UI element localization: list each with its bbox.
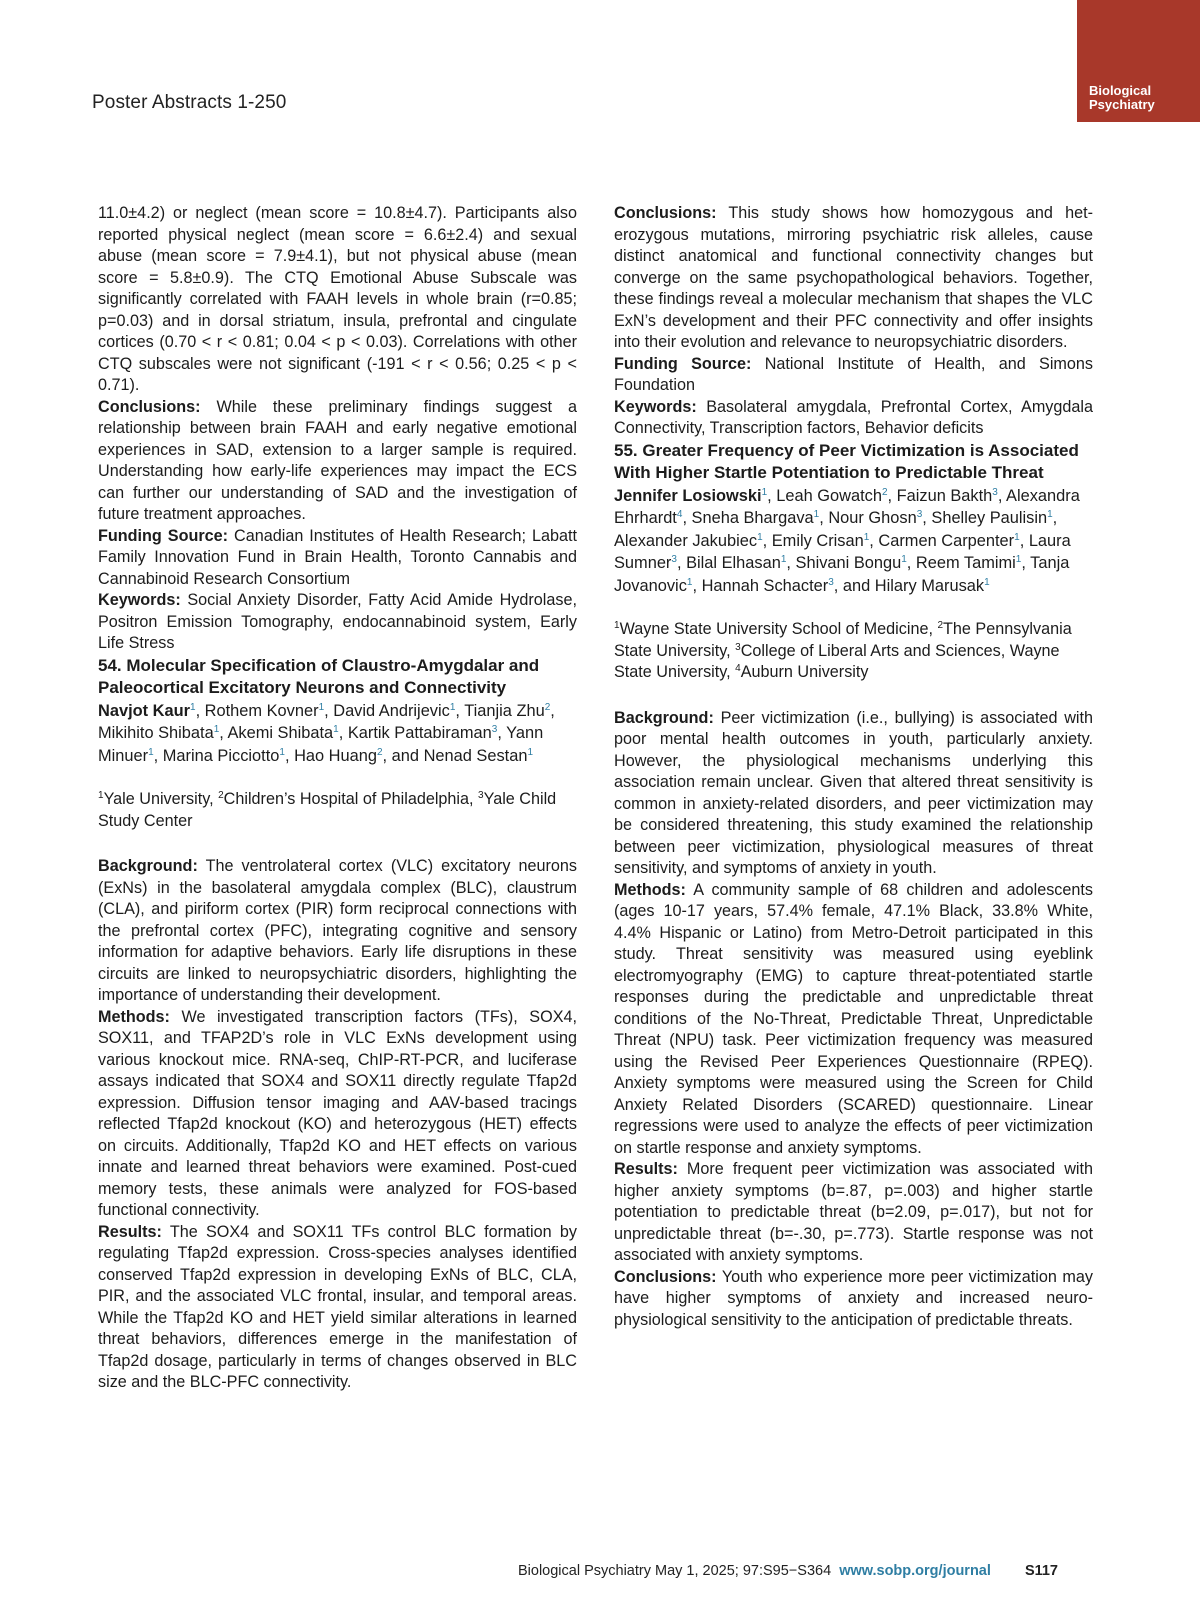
author-name: Hilary Marusak <box>874 576 985 595</box>
author-affiliation-sup[interactable]: 1 <box>757 531 763 543</box>
funding-label: Funding Source: <box>98 526 229 545</box>
abstract-55-methods <box>614 880 1093 1160</box>
affiliation-number: 4 <box>735 663 741 674</box>
footer-citation: Biological Psychiatry May 1, 2025; 97:S95−S364 <box>518 1563 832 1579</box>
abstract-54-methods <box>98 1007 577 1222</box>
methods-label: Methods: <box>614 880 686 899</box>
background-text: The ventrolateral cortex (VLC) excitatory neurons (ExNs) in the basolateral amygdala complex (BLC), claustrum (CLA), and piriform cortex (PIR) form reciprocal connections with the prefrontal cortex (PFC), integrating cognitive and sensory information for adaptive behaviors. Early life disruptions in these circuits are linked to neuropsychiatric disorders, highlighting the importance of understanding their development. <box>98 857 577 1004</box>
author-affiliation-sup[interactable]: 1 <box>333 724 339 735</box>
conclusions-text: Youth who experience more peer victimization may have higher symptoms of anxiety and increased neurophysiological sensitivity to the anticipation of predictable threats. <box>614 1267 1093 1329</box>
affiliation-number: 3 <box>478 790 484 801</box>
affiliation-number: 2 <box>218 790 224 801</box>
results-label: Results: <box>614 1160 678 1178</box>
author-affiliation-sup[interactable]: 1 <box>527 746 534 758</box>
author-name: Navjot Kaur <box>98 701 190 720</box>
abstract-54-authors: Navjot Kaur$^1$, Rothem Kovner$^1$, David Andrijevic$^1$, Tianjia Zhu$^2$, Mikihito Shibata$^1$, Akemi Shibata$^1$, Kartik Pattabiraman$^3$, Yann Minuer$^1$, Marina Picciotto$^1$, Hao Huang$^2$, and Nenad Sestan$^1$ <box>98 701 555 765</box>
keywords-text: Social Anxiety Disorder, Fatty Acid Amide Hydrolase, Positron Emission Tomography, endocannabinoid system, Early Life Stress <box>98 591 577 652</box>
keywords-label: Keywords: <box>98 591 181 609</box>
author-affiliation-sup[interactable]: 2 <box>376 746 383 758</box>
abstract-54-funding <box>614 354 1093 397</box>
author-name: Kartik Pattabiraman <box>347 724 492 742</box>
conclusions-paragraph <box>98 397 577 526</box>
journal-url-link[interactable]: www.sobp.org/journal <box>839 1563 991 1579</box>
author-affiliation-sup[interactable]: 1 <box>1014 531 1020 543</box>
author-affiliation-sup[interactable]: 1 <box>780 554 787 565</box>
author-name: Shelley Paulisin <box>931 509 1048 527</box>
author-name: Tanja Jovanovic <box>614 554 1070 595</box>
affiliation-name: Wayne State University School of Medicine, <box>619 620 938 638</box>
author-affiliation-sup[interactable]: 1 <box>1047 509 1053 520</box>
journal-brand-logo <box>1077 0 1200 122</box>
author-affiliation-sup[interactable]: 1 <box>190 701 196 713</box>
author-affiliation-sup[interactable]: 1 <box>761 486 768 498</box>
author-affiliation-sup[interactable]: 1 <box>813 509 820 520</box>
author-name: Tianjia Zhu <box>464 701 545 720</box>
conclusions-label: Conclusions: <box>98 397 201 416</box>
conclusions-text: This study shows how homozygous and heterozygous mutations, mirroring psychiatric risk alleles, cause distinct anatomical and functional connectivity changes but converge on the same psychopathological behaviors. Together, these findings reveal a molecular mechanism that shapes the VLC ExN’s development and their PFC connectivity and offer insights into their evolution and relevance to neuropsychiatric disorders. <box>614 204 1093 351</box>
keywords-paragraph <box>98 590 577 655</box>
abstract-55-results <box>614 1159 1093 1267</box>
author-name: Alexandra Ehrhardt <box>614 486 1080 527</box>
author-name: Jennifer Losiowski <box>614 486 762 505</box>
left-column <box>98 203 577 1394</box>
abstract-55-background <box>614 708 1093 880</box>
abstract-54-affiliations <box>98 789 577 832</box>
author-affiliation-sup[interactable]: 1 <box>318 701 325 713</box>
results-text: More frequent peer victimization was associated with higher anxiety symptoms (b=.87, p=.003) and higher startle potentiation to predictable threat (b=2.09, p=.017), but not for unpredictable threat (b=-.30, p=.773). Startle response was not associated with anxiety symptoms. <box>614 1160 1093 1264</box>
author-affiliation-sup[interactable]: 1 <box>279 746 285 758</box>
author-affiliation-sup[interactable]: 3 <box>491 724 498 735</box>
author-affiliation-sup[interactable]: 1 <box>686 576 693 588</box>
affiliation-name: College of Liberal Arts and Sciences, Wayne State University, <box>614 641 1060 681</box>
author-name: Sneha Bhargava <box>691 509 814 527</box>
affiliation-name: Yale University, <box>103 790 219 808</box>
author-name: Nour Ghosn <box>828 509 917 527</box>
results-text: The SOX4 and SOX11 TFs control BLC formation by regulating Tfap2d expression. Cross-species analyses identified conserved Tfap2d expression in developing ExNs of BLC, CLA, PIR, and the associated VLC frontal, insular, and temporal areas. While the Tfap2d KO and HET yield similar alterations in learned threat behaviors, differences emerge in the manifestation of Tfap2d dosage, particularly in terms of changes observed in BLC size and the BLC-PFC connectivity. <box>98 1222 577 1391</box>
author-name: Hannah Schacter <box>701 576 829 595</box>
author-name: Nenad Sestan <box>423 746 528 765</box>
affiliation-name: Yale Child Study Center <box>98 790 557 830</box>
author-name: Reem Tamimi <box>915 554 1016 572</box>
abstract-54-results <box>98 1222 577 1394</box>
abstract-54-title: 54. Molecular Specification of Claustro-Amygdalar and Paleocortical Excitatory Neurons and Connectivity <box>98 655 540 697</box>
funding-text: Canadian Institutes of Health Research; Labatt Family Innovation Fund in Brain Health, Toronto Cannabis and Cannabinoid Research Consortium <box>98 526 577 588</box>
author-affiliation-sup[interactable]: 1 <box>901 554 907 565</box>
author-affiliation-sup[interactable]: 1 <box>213 724 220 735</box>
funding-text: National Institute of Health, and Simons Foundation <box>614 354 1094 394</box>
abstract-54-keywords <box>614 397 1093 440</box>
author-affiliation-sup[interactable]: 2 <box>881 486 888 498</box>
keywords-text: Basolateral amygdala, Prefrontal Cortex, Amygdala Connectivity, Transcription factors, Behavior deficits <box>614 397 1094 437</box>
author-name: Mikihito Shibata <box>98 724 214 742</box>
conclusions-label: Conclusions: <box>614 204 717 222</box>
author-affiliation-sup[interactable]: 3 <box>992 486 998 498</box>
background-text: Peer victimization (i.e., bullying) is associated with poor mental health outcomes in youth, particularly anxiety. However, the physiological mechanisms underlying this association remain unclear. Given that altered threat sensitivity is common in anxiety-related disorders, and peer victimization may be considered threatening, this study examined the relationship between peer victimization, physiological measures of threat sensitivity, and symptoms of anxiety in youth. <box>614 708 1094 877</box>
author-name: Bilal Elhasan <box>686 554 781 572</box>
author-name: Alexander Jakubiec <box>614 531 758 550</box>
conclusions-label: Conclusions: <box>614 1267 717 1286</box>
keywords-label: Keywords: <box>614 397 697 416</box>
background-label: Background: <box>98 857 198 875</box>
background-label: Background: <box>614 708 714 727</box>
abstract-54-conclusions <box>614 203 1093 354</box>
abstract-54-background <box>98 856 577 1007</box>
funding-label: Funding Source: <box>614 354 752 373</box>
methods-label: Methods: <box>98 1007 170 1026</box>
author-name: Yann Minuer <box>98 724 544 765</box>
methods-text: We investigated transcription factors (TFs), SOX4, SOX11, and TFAP2D’s role in VLC ExNs development using various knockout mice. RNA-seq, ChIP-RT-PCR, and luciferase assays indicated that SOX4 and SOX11 directly regulate Tfap2d expression. Diffusion tensor imaging and AAV-based tracings reflected Tfap2d knockout (KO) and heterozygous (HET) effects on circuits. Additionally, Tfap2d KO and HET effects on various innate and learned threat behaviors were examined. Post-cued memory tests, these animals were analyzed for FOS-based functional connectivity. <box>98 1007 577 1219</box>
author-affiliation-sup[interactable]: 1 <box>863 531 870 543</box>
abstract-55-conclusions <box>614 1267 1093 1332</box>
author-affiliation-sup[interactable]: 1 <box>984 576 990 588</box>
abstract-55-authors: Jennifer Losiowski$^1$, Leah Gowatch$^2$, Faizun Bakth$^3$, Alexandra Ehrhardt$^4$, Sneha Bhargava$^1$, Nour Ghosn$^3$, Shelley Paulisin$^1$, Alexander Jakubiec$^1$, Emily Crisan$^1$, Carmen Carpenter$^1$, Laura Sumner$^3$, Bilal Elhasan$^1$, Shivani Bongu$^1$, Reem Tamimi$^1$, Tanja Jovanovic$^1$, Hannah Schacter$^3$, and Hilary Marusak$^1$ <box>614 486 1080 595</box>
page-footer <box>518 1563 1058 1579</box>
author-affiliation-sup[interactable]: 2 <box>544 701 551 713</box>
affiliation-name: Auburn University <box>740 663 869 681</box>
author-affiliation-sup[interactable]: 3 <box>828 576 834 588</box>
author-name: Shivani Bongu <box>795 554 902 572</box>
conclusions-text: While these preliminary findings suggest a relationship between brain FAAH and early negative emotional experiences in SAD, extension to a larger sample is required. Understanding how early-life experiences may impact the ECS can further our understanding of SAD and the investigation of future treatment approaches. <box>98 397 578 523</box>
author-name: Leah Gowatch <box>776 486 882 505</box>
brand-line-2: Psychiatry <box>1089 97 1155 112</box>
results-label: Results: <box>98 1222 162 1241</box>
abstract-55-affiliations <box>614 619 1093 684</box>
affiliation-name: Children’s Hospital of Philadelphia, <box>223 790 479 808</box>
methods-text: A community sample of 68 children and adolescents (ages 10-17 years, 57.4% female, 47.1% Black, 33.8% White, 4.4% Hispanic or Latino) from Metro-Detroit participated in this study. Threat sensitivity was measured using eyeblink electromyography (EMG) to capture threat-potentiated startle responses during the predictable and unpredictable threat conditions of the No-Threat, Predictable Threat, Unpredictable Threat (NPU) task. Peer victimization frequency was measured using the Revised Peer Experiences Questionnaire (RPEQ). Anxiety symptoms were measured using the Screen for Child Anxiety Related Disorders (SCARED) questionnaire. Linear regressions were used to analyze the effects of peer victimization on startle response and anxiety symptoms. <box>614 880 1093 1157</box>
page-header-title: Poster Abstracts 1-250 <box>92 92 287 113</box>
affiliation-number: 1 <box>614 620 620 631</box>
author-name: Hao Huang <box>294 746 377 765</box>
brand-line-1: Biological <box>1089 83 1152 98</box>
funding-paragraph <box>98 526 577 591</box>
author-affiliation-sup[interactable]: 1 <box>449 701 456 713</box>
affiliation-number: 3 <box>735 641 741 653</box>
author-name: Akemi Shibata <box>227 724 334 742</box>
affiliation-name: The Pennsylvania State University, <box>614 620 1072 660</box>
author-affiliation-sup[interactable]: 1 <box>148 746 154 758</box>
right-column <box>614 203 1093 1331</box>
author-name: Emily Crisan <box>771 531 864 550</box>
affiliation-number: 2 <box>937 620 944 631</box>
author-name: Faizun Bakth <box>896 486 993 505</box>
author-name: Rothem Kovner <box>204 701 319 720</box>
author-name: David Andrijevic <box>333 701 450 720</box>
affiliation-number: 1 <box>98 790 104 801</box>
page-number: S117 <box>1024 1563 1059 1579</box>
author-name: Carmen Carpenter <box>878 531 1015 550</box>
author-name: Laura Sumner <box>614 531 1071 572</box>
author-affiliation-sup[interactable]: 3 <box>916 509 923 520</box>
abstract-55-title: 55. Greater Frequency of Peer Victimization is Associated With Higher Startle Potentiation to Predictable Threat <box>614 440 1079 482</box>
author-name: Marina Picciotto <box>162 746 280 765</box>
author-affiliation-sup[interactable]: 4 <box>676 509 683 520</box>
author-affiliation-sup[interactable]: 3 <box>671 554 677 565</box>
continued-results-text: 11.0±4.2) or neglect (mean score = 10.8±4.7). Participants also reported physical neglect (mean score = 6.6±2.4) and sexual abuse (mean score = 7.9±4.1), but not physical abuse (mean score = 5.8±0.9). The CTQ Emotional Abuse Subscale was significantly correlated with FAAH levels in whole brain (r=0.85; p=0.03) and in dorsal striatum, insula, prefrontal and cingulate cortices (0.70 < r < 0.81; 0.04 < p < 0.03). Correlations with other CTQ subscales were not significant (-191 < r < 0.56; 0.25 < p < 0.71). <box>98 204 577 394</box>
author-affiliation-sup[interactable]: 1 <box>1015 554 1022 565</box>
